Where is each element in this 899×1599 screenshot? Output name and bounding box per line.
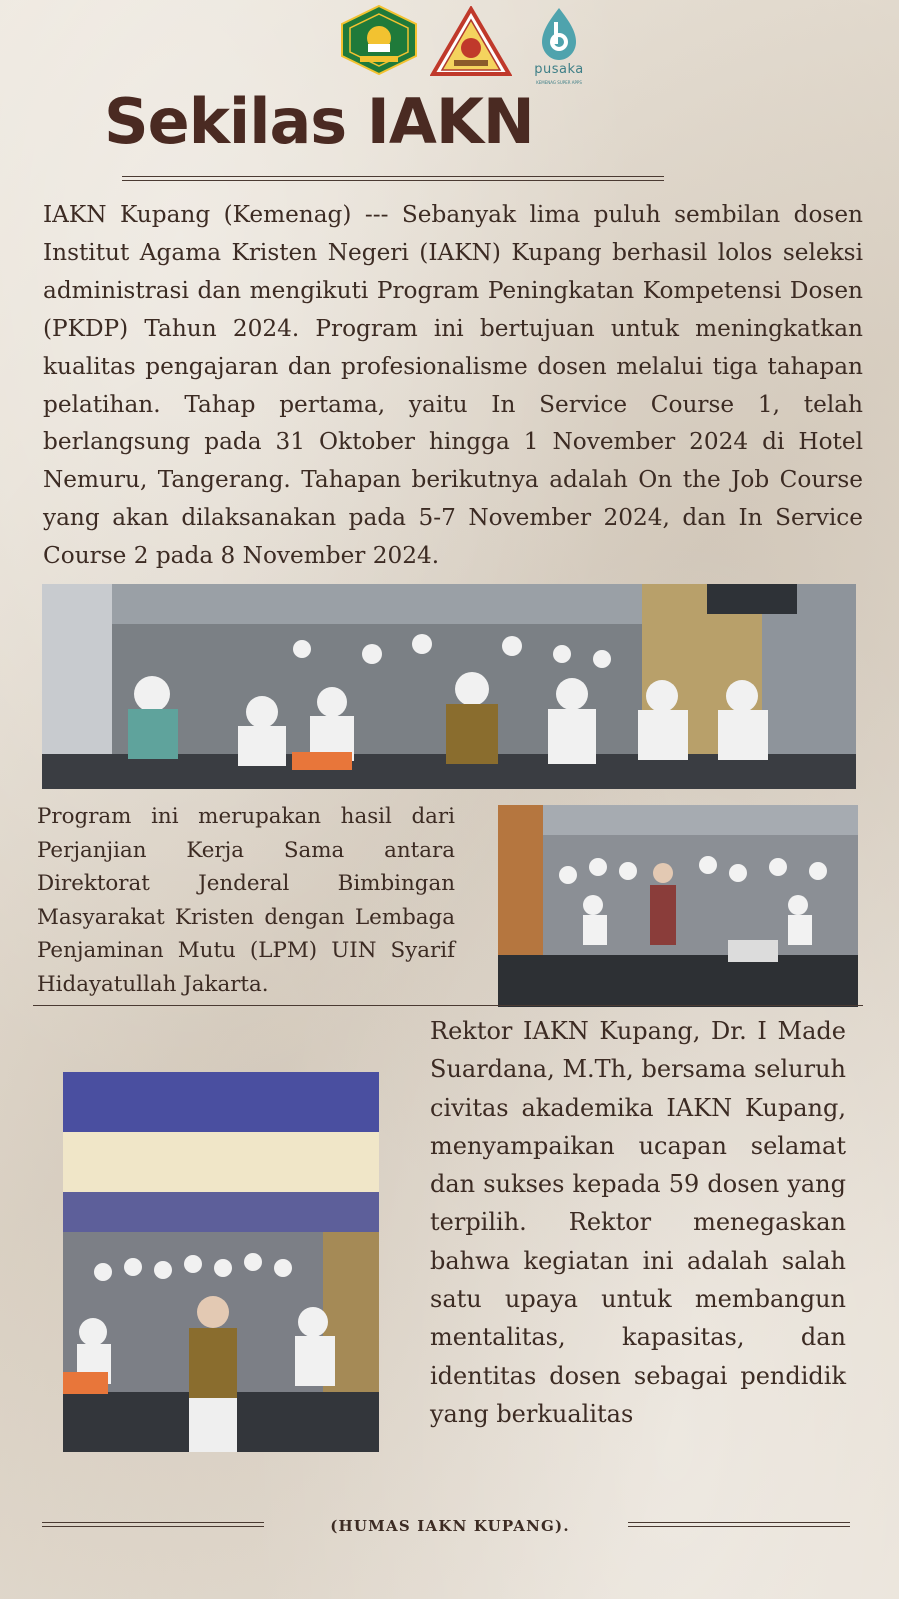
pusaka-logo <box>524 4 594 88</box>
group-photo-wide <box>42 584 856 789</box>
rector-paragraph: Rektor IAKN Kupang, Dr. I Made Suardana, M.Th, bersama seluruh civitas akademika IAKN Kupang, menyampaikan ucapan selamat dan sukses kepada 59 dosen yang terpilih. Rektor menegaskan bahwa kegiatan ini adalah salah satu upaya untuk membangun mentalitas, kapasitas, dan identitas dosen sebagai pendidik yang berkualitas <box>430 1017 846 1428</box>
title-divider <box>122 176 664 181</box>
partnership-paragraph: Program ini merupakan hasil dari Perjanjian Kerja Sama antara Direktorat Jenderal Bimbingan Masyarakat Kristen dengan Lembaga Penjaminan Mutu (LPM) UIN Syarif Hidayatullah Jakarta. <box>37 804 455 997</box>
section-divider <box>33 1005 863 1006</box>
iakn-logo <box>430 6 512 78</box>
page-title: Sekilas IAKN <box>104 85 534 158</box>
group-photo-tall <box>63 1072 379 1452</box>
intro-paragraph: IAKN Kupang (Kemenag) --- Sebanyak lima puluh sembilan dosen Institut Agama Kristen Negeri (IAKN) Kupang berhasil lolos seleksi administrasi dan mengikuti Program Peningkatan Kompetensi Dosen (PKDP) Tahun 2024. Program ini bertujuan untuk meningkatkan kualitas pengajaran dan profesionalisme dosen melalui tiga tahapan pelatihan. Tahap pertama, yaitu In Service Course 1, telah berlangsung pada 31 Oktober hingga 1 November 2024 di Hotel Nemuru, Tangerang. Tahapan berikutnya adalah On the Job Course yang akan dilaksanakan pada 5-7 November 2024, dan In Service Course 2 pada 8 November 2024. <box>43 201 863 570</box>
footer-divider-left <box>42 1522 264 1527</box>
footer-divider-right <box>628 1522 850 1527</box>
classroom-photo <box>498 805 858 1007</box>
pusaka-logo-text: pusaka <box>534 62 584 77</box>
author-credit: (HUMAS IAKN KUPANG). <box>330 1517 570 1535</box>
kemenag-logo <box>338 4 420 76</box>
pusaka-logo-tagline: KEMENAG SUPER APPS <box>536 80 582 85</box>
